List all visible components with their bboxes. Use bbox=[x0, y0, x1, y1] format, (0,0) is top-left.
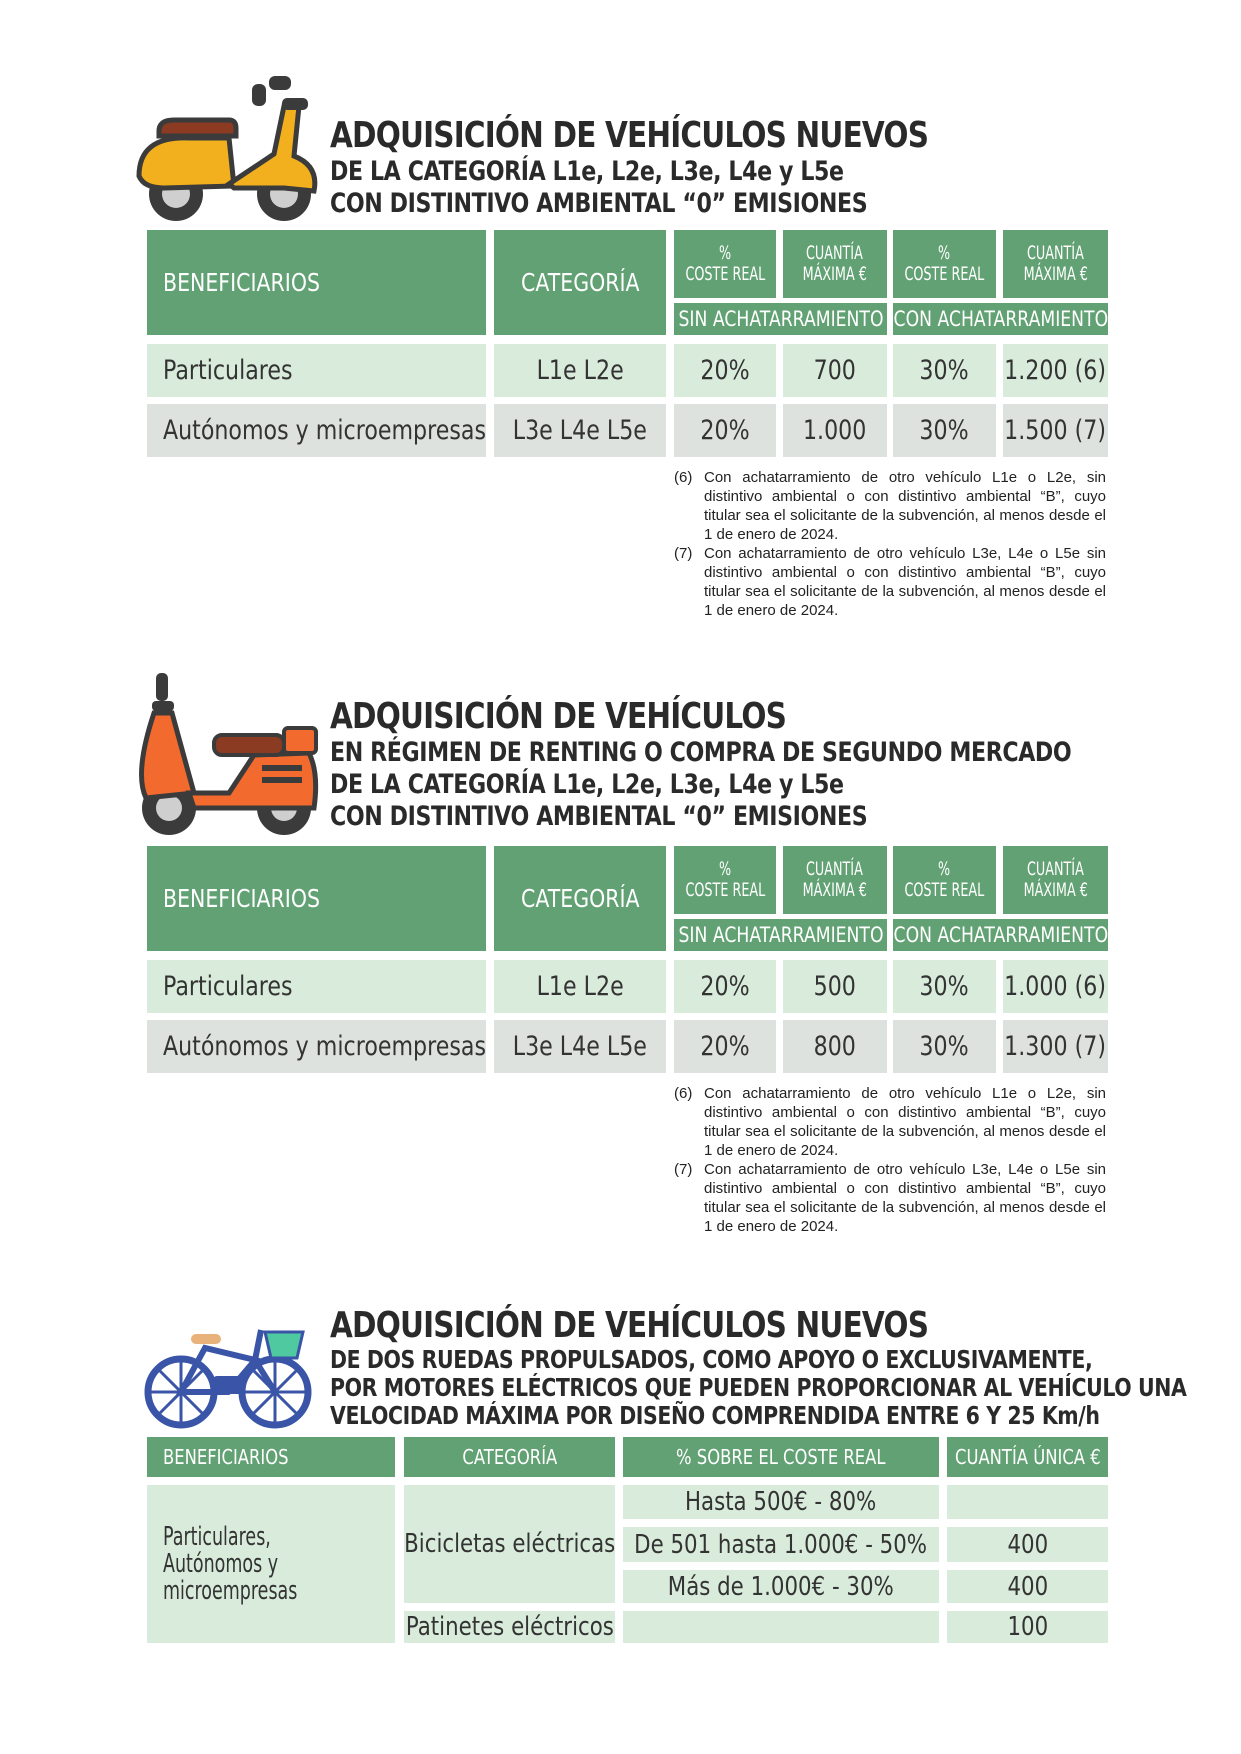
row-autonomos-categoria: L3e L4e L5e bbox=[494, 1020, 666, 1073]
header-beneficiarios: BENEFICIARIOS bbox=[147, 230, 486, 335]
section1-footnotes bbox=[674, 468, 1106, 620]
header-con-achatarramiento: CON ACHATARRAMIENTO bbox=[893, 303, 1108, 335]
header-beneficiarios: BENEFICIARIOS bbox=[147, 846, 486, 951]
row-autonomos-max-sin: 1.000 bbox=[783, 404, 887, 457]
row-particulares-pct-con: 30% bbox=[893, 960, 996, 1013]
cuantia-patinetes: 100 bbox=[947, 1611, 1108, 1643]
row-particulares-max-con: 1.000 (6) bbox=[1003, 960, 1108, 1013]
row-particulares-max-sin: 700 bbox=[783, 344, 887, 397]
row-autonomos-max-con: 1.300 (7) bbox=[1003, 1020, 1108, 1073]
row-autonomos-max-con: 1.500 (7) bbox=[1003, 404, 1108, 457]
section1-titles bbox=[330, 116, 1059, 220]
cuantia-501-1000: 400 bbox=[947, 1527, 1108, 1562]
categoria-bicicletas: Bicicletas eléctricas bbox=[404, 1485, 615, 1603]
row-particulares-pct-sin: 20% bbox=[674, 960, 776, 1013]
section3-subtitle-line2: POR MOTORES ELÉCTRICOS QUE PUEDEN PROPORCIONAR AL VEHÍCULO UNA bbox=[330, 1373, 1187, 1402]
row-particulares-max-con: 1.200 (6) bbox=[1003, 344, 1108, 397]
header-sin-achatarramiento: SIN ACHATARRAMIENTO bbox=[674, 303, 887, 335]
header-cuantia-sin: CUANTÍA MÁXIMA € bbox=[783, 846, 887, 914]
categoria-patinetes: Patinetes eléctricos bbox=[405, 1612, 614, 1642]
row-autonomos-beneficiario: Autónomos y microempresas bbox=[147, 404, 486, 457]
header-con-achatarramiento: CON ACHATARRAMIENTO bbox=[893, 919, 1108, 951]
cuantia-hasta-500 bbox=[947, 1485, 1108, 1519]
beneficiarios-cell: Particulares, Autónomos y microempresas bbox=[147, 1485, 395, 1643]
row-particulares-max-sin: 500 bbox=[783, 960, 887, 1013]
row-particulares-beneficiario: Particulares bbox=[147, 344, 486, 397]
section2-footnotes bbox=[674, 1084, 1106, 1236]
section3-subtitle-line3: VELOCIDAD MÁXIMA POR DISEÑO COMPRENDIDA ENTRE 6 Y 25 Km/h bbox=[330, 1401, 1100, 1430]
section3-titles bbox=[330, 1306, 1241, 1430]
section3-title: ADQUISICIÓN DE VEHÍCULOS NUEVOS bbox=[330, 1305, 929, 1346]
header-pct-coste-sin: % COSTE REAL bbox=[674, 846, 776, 914]
header-pct-coste-con: % COSTE REAL bbox=[893, 230, 996, 298]
header-categoria: CATEGORÍA bbox=[494, 846, 666, 951]
section2-title: ADQUISICIÓN DE VEHÍCULOS bbox=[330, 696, 787, 737]
header-cuantia-con: CUANTÍA MÁXIMA € bbox=[1003, 230, 1108, 298]
header-pct-coste-real: % SOBRE EL COSTE REAL bbox=[623, 1437, 939, 1477]
tramo-hasta-500: Hasta 500€ - 80% bbox=[623, 1485, 939, 1519]
header-cuantia-con: CUANTÍA MÁXIMA € bbox=[1003, 846, 1108, 914]
scooter-yellow-icon bbox=[134, 76, 319, 221]
row-autonomos-pct-con: 30% bbox=[893, 404, 996, 457]
section1-subtitle-line2: CON DISTINTIVO AMBIENTAL “0” EMISIONES bbox=[330, 188, 868, 219]
section2-subtitle-line3: CON DISTINTIVO AMBIENTAL “0” EMISIONES bbox=[330, 801, 868, 832]
row-particulares-categoria: L1e L2e bbox=[494, 344, 666, 397]
row-autonomos-pct-sin: 20% bbox=[674, 1020, 776, 1073]
row-particulares-beneficiario: Particulares bbox=[147, 960, 486, 1013]
header-pct-coste-sin: % COSTE REAL bbox=[674, 230, 776, 298]
row-autonomos-beneficiario: Autónomos y microempresas bbox=[147, 1020, 486, 1073]
section1-title: ADQUISICIÓN DE VEHÍCULOS NUEVOS bbox=[330, 115, 929, 156]
section2-subtitle-line1: EN RÉGIMEN DE RENTING O COMPRA DE SEGUNDO MERCADO bbox=[330, 737, 1072, 768]
header-categoria: CATEGORÍA bbox=[404, 1437, 615, 1477]
tramo-501-1000: De 501 hasta 1.000€ - 50% bbox=[623, 1527, 939, 1562]
scooter-orange-icon bbox=[134, 673, 319, 838]
section1-subtitle-line1: DE LA CATEGORÍA L1e, L2e, L3e, L4e y L5e bbox=[330, 156, 844, 187]
row-particulares-pct-sin: 20% bbox=[674, 344, 776, 397]
row-autonomos-pct-sin: 20% bbox=[674, 404, 776, 457]
section3-subtitle-line1: DE DOS RUEDAS PROPULSADOS, COMO APOYO O EXCLUSIVAMENTE, bbox=[330, 1345, 1093, 1374]
header-cuantia-sin: CUANTÍA MÁXIMA € bbox=[783, 230, 887, 298]
tramo-mas-1000: Más de 1.000€ - 30% bbox=[623, 1570, 939, 1603]
row-autonomos-categoria: L3e L4e L5e bbox=[494, 404, 666, 457]
footnote-7: (7) Con achatarramiento de otro vehículo L3e, L4e o L5e sin distintivo ambiental o con distintivo ambiental “B”, cuyo titular sea el solicitante de la subvención, al menos desde el 1 de enero de 2024. bbox=[674, 545, 1106, 619]
section2-subtitle-line2: DE LA CATEGORÍA L1e, L2e, L3e, L4e y L5e bbox=[330, 769, 844, 800]
header-categoria: CATEGORÍA bbox=[494, 230, 666, 335]
bicycle-icon bbox=[143, 1320, 313, 1432]
row-autonomos-max-sin: 800 bbox=[783, 1020, 887, 1073]
header-sin-achatarramiento: SIN ACHATARRAMIENTO bbox=[674, 919, 887, 951]
footnote-6: (6) Con achatarramiento de otro vehículo L1e o L2e, sin distintivo ambiental o con distintivo ambiental “B”, cuyo titular sea el solicitante de la subvención, al menos desde el 1 de enero de 2024. bbox=[674, 469, 1106, 543]
tramo-patinetes bbox=[623, 1611, 939, 1643]
cuantia-mas-1000: 400 bbox=[947, 1570, 1108, 1603]
row-particulares-categoria: L1e L2e bbox=[494, 960, 666, 1013]
row-particulares-pct-con: 30% bbox=[893, 344, 996, 397]
footnote-7: (7) Con achatarramiento de otro vehículo L3e, L4e o L5e sin distintivo ambiental o con distintivo ambiental “B”, cuyo titular sea el solicitante de la subvención, al menos desde el 1 de enero de 2024. bbox=[674, 1161, 1106, 1235]
section2-titles bbox=[330, 697, 1234, 833]
header-beneficiarios: BENEFICIARIOS bbox=[147, 1437, 395, 1477]
header-cuantia-unica: CUANTÍA ÚNICA € bbox=[947, 1437, 1108, 1477]
row-autonomos-pct-con: 30% bbox=[893, 1020, 996, 1073]
header-pct-coste-con: % COSTE REAL bbox=[893, 846, 996, 914]
footnote-6: (6) Con achatarramiento de otro vehículo L1e o L2e, sin distintivo ambiental o con distintivo ambiental “B”, cuyo titular sea el solicitante de la subvención, al menos desde el 1 de enero de 2024. bbox=[674, 1085, 1106, 1159]
